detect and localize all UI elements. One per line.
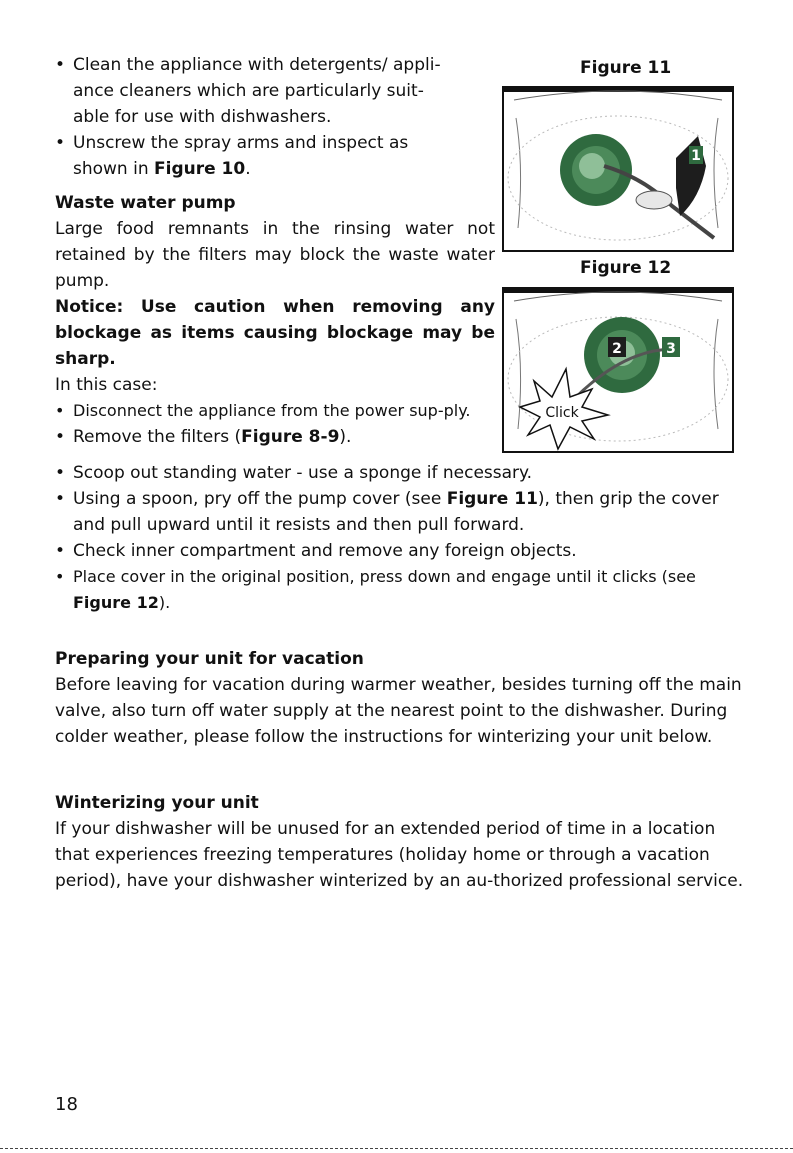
figure-11-illustration bbox=[502, 86, 734, 252]
figure-10-ref: Figure 10 bbox=[154, 159, 246, 179]
step-1-badge: 1 bbox=[691, 148, 701, 164]
step-2-badge: 2 bbox=[612, 341, 622, 357]
bullet-scoop-water: • Scoop out standing water - use a sponge if necessary. bbox=[55, 460, 745, 486]
bullet-pry-pump-cover: • Using a spoon, pry off the pump cover (see Figure 11), then grip the cover and pull upward until it resists and then pull forward. bbox=[55, 486, 745, 538]
bullet-check-compartment: • Check inner compartment and remove any foreign objects. bbox=[55, 538, 745, 564]
winterizing-section bbox=[55, 790, 745, 894]
click-label: Click bbox=[545, 405, 579, 421]
figure-11-label: Figure 11 bbox=[580, 58, 672, 78]
pump-cover-removal-image bbox=[504, 88, 732, 250]
figure-11-ref: Figure 11 bbox=[446, 489, 538, 509]
in-this-case-text: In this case: bbox=[55, 375, 158, 395]
pump-cover-replacement-image bbox=[504, 289, 732, 451]
bullet-place-cover: • Place cover in the original position, press down and engage until it clicks (see Figure 12). bbox=[55, 564, 745, 616]
step-3-badge: 3 bbox=[666, 341, 676, 357]
bullet-disconnect-power: • Disconnect the appliance from the power sup-ply. bbox=[55, 398, 495, 424]
figure-12-ref: Figure 12 bbox=[73, 593, 159, 612]
full-width-bullets bbox=[55, 460, 745, 616]
left-column bbox=[55, 52, 495, 450]
vacation-heading: Preparing your unit for vacation bbox=[55, 649, 364, 669]
figure-8-9-ref: Figure 8-9 bbox=[241, 427, 340, 447]
figure-12-label: Figure 12 bbox=[580, 258, 672, 278]
bullet-remove-filters: • Remove the filters (Figure 8-9). bbox=[55, 424, 495, 450]
bullet-unscrew-spray-arms: • Unscrew the spray arms and inspect as shown in Figure 10. bbox=[55, 130, 495, 182]
footer-rule bbox=[0, 1148, 793, 1149]
figure-12-illustration bbox=[502, 287, 734, 453]
waste-water-pump-heading: Waste water pump bbox=[55, 193, 236, 213]
winterizing-heading: Winterizing your unit bbox=[55, 793, 259, 813]
winterizing-body: If your dishwasher will be unused for an extended period of time in a location that experiences freezing temperatures (holiday home or through a vacation period), have your dishwasher winterized by an au-thorized professional service. bbox=[55, 819, 744, 891]
vacation-body: Before leaving for vacation during warmer weather, besides turning off the main valve, also turn off water supply at the nearest point to the dishwasher. During colder weather, please follow the instructions for winterizing your unit below. bbox=[55, 675, 742, 747]
vacation-section bbox=[55, 646, 745, 750]
page-number: 18 bbox=[55, 1094, 78, 1115]
bullet-clean-appliance: • Clean the appliance with detergents/ appli- ance cleaners which are particularly suit- able for use with dishwashers. bbox=[55, 52, 495, 130]
waste-water-paragraph: Large food remnants in the rinsing water not retained by the filters may block the waste water pump. bbox=[55, 219, 495, 291]
notice-text: Notice: Use caution when removing any blockage as items causing blockage may be sharp. bbox=[55, 297, 495, 369]
